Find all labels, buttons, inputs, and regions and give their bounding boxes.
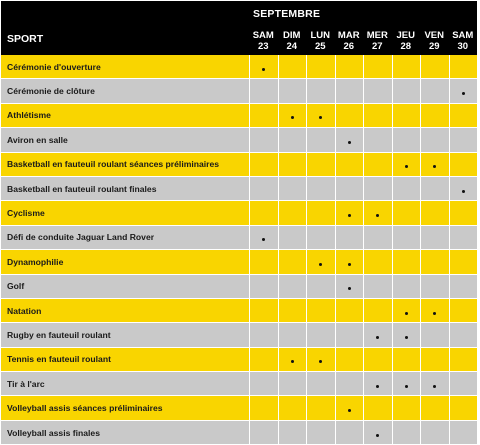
day-cell: [449, 323, 478, 347]
sport-column-header: SPORT: [1, 27, 249, 55]
day-cell: [363, 153, 392, 177]
day-cell: [278, 421, 307, 445]
event-dot-icon: [348, 287, 351, 290]
day-cell: [278, 104, 307, 128]
day-cell: [335, 201, 364, 225]
event-dot-icon: [433, 165, 436, 168]
sport-name: Dynamophilie: [1, 250, 249, 274]
day-header: [363, 27, 392, 55]
event-dot-icon: [462, 92, 465, 95]
day-cell: [278, 79, 307, 103]
table-row: [1, 396, 477, 420]
day-cell: [278, 323, 307, 347]
day-cell: [306, 396, 335, 420]
day-cell: [420, 275, 449, 299]
event-dot-icon: [319, 116, 322, 119]
sport-name: Tir à l'arc: [1, 372, 249, 396]
day-cell: [363, 299, 392, 323]
day-cell: [278, 372, 307, 396]
day-cell: [249, 275, 278, 299]
day-cell: [363, 396, 392, 420]
sport-name: Basketball en fauteuil roulant finales: [1, 177, 249, 201]
day-cell: [306, 372, 335, 396]
day-cell: [335, 323, 364, 347]
table-row: [1, 55, 477, 79]
table-row: [1, 153, 477, 177]
day-number: 23: [257, 41, 269, 52]
day-name: SAM: [252, 30, 274, 41]
day-cell: [392, 104, 421, 128]
table-row: [1, 250, 477, 274]
header-blank: [1, 1, 249, 27]
event-dot-icon: [433, 385, 436, 388]
day-cell: [306, 55, 335, 79]
day-header: [392, 27, 421, 55]
day-cell: [420, 201, 449, 225]
day-header: [278, 27, 307, 55]
day-cell: [420, 128, 449, 152]
table-row: [1, 79, 477, 103]
day-cell: [249, 323, 278, 347]
event-dot-icon: [348, 409, 351, 412]
event-dot-icon: [262, 68, 265, 71]
day-cell: [363, 226, 392, 250]
table-row: [1, 201, 477, 225]
day-cell: [363, 201, 392, 225]
sport-name: Natation: [1, 299, 249, 323]
table-row: [1, 128, 477, 152]
day-cell: [363, 323, 392, 347]
event-dot-icon: [462, 190, 465, 193]
day-cell: [449, 153, 478, 177]
day-cell: [363, 250, 392, 274]
day-cell: [449, 421, 478, 445]
day-number: 30: [457, 41, 469, 52]
day-cell: [420, 55, 449, 79]
event-dot-icon: [348, 263, 351, 266]
day-cell: [392, 226, 421, 250]
day-name: MAR: [337, 30, 360, 41]
day-cell: [335, 177, 364, 201]
sport-name: Volleyball assis séances préliminaires: [1, 396, 249, 420]
day-cell: [420, 153, 449, 177]
day-cell: [420, 250, 449, 274]
schedule-table: [1, 1, 477, 445]
sport-name: Volleyball assis finales: [1, 421, 249, 445]
event-dot-icon: [433, 312, 436, 315]
day-cell: [420, 396, 449, 420]
day-cell: [449, 372, 478, 396]
event-dot-icon: [291, 116, 294, 119]
day-cell: [306, 226, 335, 250]
day-cell: [335, 396, 364, 420]
event-dot-icon: [405, 165, 408, 168]
day-name: LUN: [310, 30, 331, 41]
day-cell: [306, 104, 335, 128]
sport-name: Cérémonie d'ouverture: [1, 55, 249, 79]
table-row: [1, 348, 477, 372]
table-row: [1, 421, 477, 445]
day-cell: [306, 323, 335, 347]
day-name: VEN: [424, 30, 445, 41]
day-cell: [278, 299, 307, 323]
day-cell: [249, 128, 278, 152]
day-cell: [449, 79, 478, 103]
day-cell: [420, 177, 449, 201]
day-cell: [278, 348, 307, 372]
table-header: [1, 1, 477, 55]
day-cell: [363, 79, 392, 103]
table-row: [1, 226, 477, 250]
day-cell: [449, 250, 478, 274]
days-row: [1, 27, 477, 55]
day-cell: [335, 275, 364, 299]
event-dot-icon: [348, 214, 351, 217]
event-dot-icon: [376, 336, 379, 339]
day-cell: [249, 348, 278, 372]
table-row: [1, 299, 477, 323]
event-dot-icon: [376, 214, 379, 217]
table-body: [1, 55, 477, 445]
day-cell: [363, 128, 392, 152]
event-dot-icon: [405, 312, 408, 315]
day-cell: [449, 348, 478, 372]
day-cell: [335, 79, 364, 103]
day-number: 27: [371, 41, 383, 52]
sport-name: Tennis en fauteuil roulant: [1, 348, 249, 372]
day-header: [449, 27, 478, 55]
day-cell: [306, 250, 335, 274]
day-cell: [420, 372, 449, 396]
month-row: [1, 1, 477, 27]
day-cell: [363, 421, 392, 445]
day-number: 26: [343, 41, 355, 52]
sport-name: Cérémonie de clôture: [1, 79, 249, 103]
day-cell: [392, 128, 421, 152]
day-cell: [363, 104, 392, 128]
table-row: [1, 177, 477, 201]
day-cell: [392, 177, 421, 201]
sport-name: Golf: [1, 275, 249, 299]
day-cell: [335, 104, 364, 128]
day-cell: [249, 226, 278, 250]
day-cell: [392, 79, 421, 103]
day-header: [306, 27, 335, 55]
day-cell: [449, 177, 478, 201]
day-cell: [278, 128, 307, 152]
day-number: 24: [286, 41, 298, 52]
day-cell: [249, 104, 278, 128]
day-cell: [278, 153, 307, 177]
day-cell: [420, 421, 449, 445]
day-cell: [392, 421, 421, 445]
day-number: 29: [428, 41, 440, 52]
day-cell: [278, 55, 307, 79]
day-cell: [420, 348, 449, 372]
day-cell: [278, 275, 307, 299]
day-cell: [449, 299, 478, 323]
event-dot-icon: [405, 336, 408, 339]
event-dot-icon: [376, 385, 379, 388]
sport-name: Aviron en salle: [1, 128, 249, 152]
day-header: [420, 27, 449, 55]
sport-name: Athlétisme: [1, 104, 249, 128]
day-cell: [249, 201, 278, 225]
day-header: [335, 27, 364, 55]
day-cell: [249, 396, 278, 420]
day-cell: [306, 79, 335, 103]
day-cell: [249, 79, 278, 103]
day-cell: [449, 226, 478, 250]
day-cell: [420, 226, 449, 250]
day-cell: [420, 299, 449, 323]
event-dot-icon: [319, 360, 322, 363]
day-cell: [449, 104, 478, 128]
day-cell: [249, 55, 278, 79]
sport-name: Cyclisme: [1, 201, 249, 225]
day-cell: [392, 201, 421, 225]
day-cell: [335, 55, 364, 79]
day-name: SAM: [452, 30, 474, 41]
day-cell: [363, 177, 392, 201]
day-cell: [392, 275, 421, 299]
event-dot-icon: [319, 263, 322, 266]
event-dot-icon: [348, 141, 351, 144]
sport-name: Basketball en fauteuil roulant séances préliminaires: [1, 153, 249, 177]
day-name: MER: [366, 30, 388, 41]
day-cell: [363, 372, 392, 396]
day-cell: [335, 250, 364, 274]
sport-name: Défi de conduite Jaguar Land Rover: [1, 226, 249, 250]
day-cell: [392, 299, 421, 323]
day-cell: [306, 299, 335, 323]
event-dot-icon: [376, 434, 379, 437]
day-cell: [449, 396, 478, 420]
day-cell: [335, 348, 364, 372]
day-cell: [249, 250, 278, 274]
day-cell: [278, 396, 307, 420]
table-row: [1, 372, 477, 396]
day-cell: [306, 128, 335, 152]
day-cell: [249, 153, 278, 177]
event-dot-icon: [291, 360, 294, 363]
month-label: SEPTEMBRE: [249, 1, 477, 27]
day-cell: [249, 421, 278, 445]
day-cell: [392, 372, 421, 396]
day-cell: [335, 299, 364, 323]
day-cell: [449, 128, 478, 152]
day-cell: [392, 153, 421, 177]
day-cell: [249, 299, 278, 323]
sport-name: Rugby en fauteuil roulant: [1, 323, 249, 347]
day-cell: [420, 79, 449, 103]
day-cell: [278, 201, 307, 225]
day-cell: [306, 201, 335, 225]
day-cell: [363, 55, 392, 79]
day-cell: [306, 177, 335, 201]
day-cell: [306, 421, 335, 445]
day-cell: [335, 372, 364, 396]
day-cell: [363, 348, 392, 372]
day-cell: [306, 153, 335, 177]
day-cell: [420, 323, 449, 347]
day-cell: [392, 348, 421, 372]
day-cell: [363, 275, 392, 299]
day-cell: [335, 128, 364, 152]
day-cell: [392, 396, 421, 420]
day-cell: [306, 275, 335, 299]
day-number: 28: [400, 41, 412, 52]
table-row: [1, 323, 477, 347]
day-cell: [278, 177, 307, 201]
day-cell: [335, 226, 364, 250]
day-cell: [392, 323, 421, 347]
day-name: JEU: [396, 30, 415, 41]
day-cell: [392, 55, 421, 79]
day-number: 25: [314, 41, 326, 52]
event-dot-icon: [262, 238, 265, 241]
day-cell: [449, 275, 478, 299]
day-cell: [249, 372, 278, 396]
day-cell: [278, 226, 307, 250]
table-row: [1, 275, 477, 299]
day-header: [249, 27, 278, 55]
event-dot-icon: [405, 385, 408, 388]
day-name: DIM: [283, 30, 301, 41]
day-cell: [335, 421, 364, 445]
day-cell: [306, 348, 335, 372]
day-cell: [392, 250, 421, 274]
day-cell: [420, 104, 449, 128]
day-cell: [335, 153, 364, 177]
day-cell: [449, 55, 478, 79]
table-row: [1, 104, 477, 128]
day-cell: [278, 250, 307, 274]
day-cell: [249, 177, 278, 201]
day-cell: [449, 201, 478, 225]
